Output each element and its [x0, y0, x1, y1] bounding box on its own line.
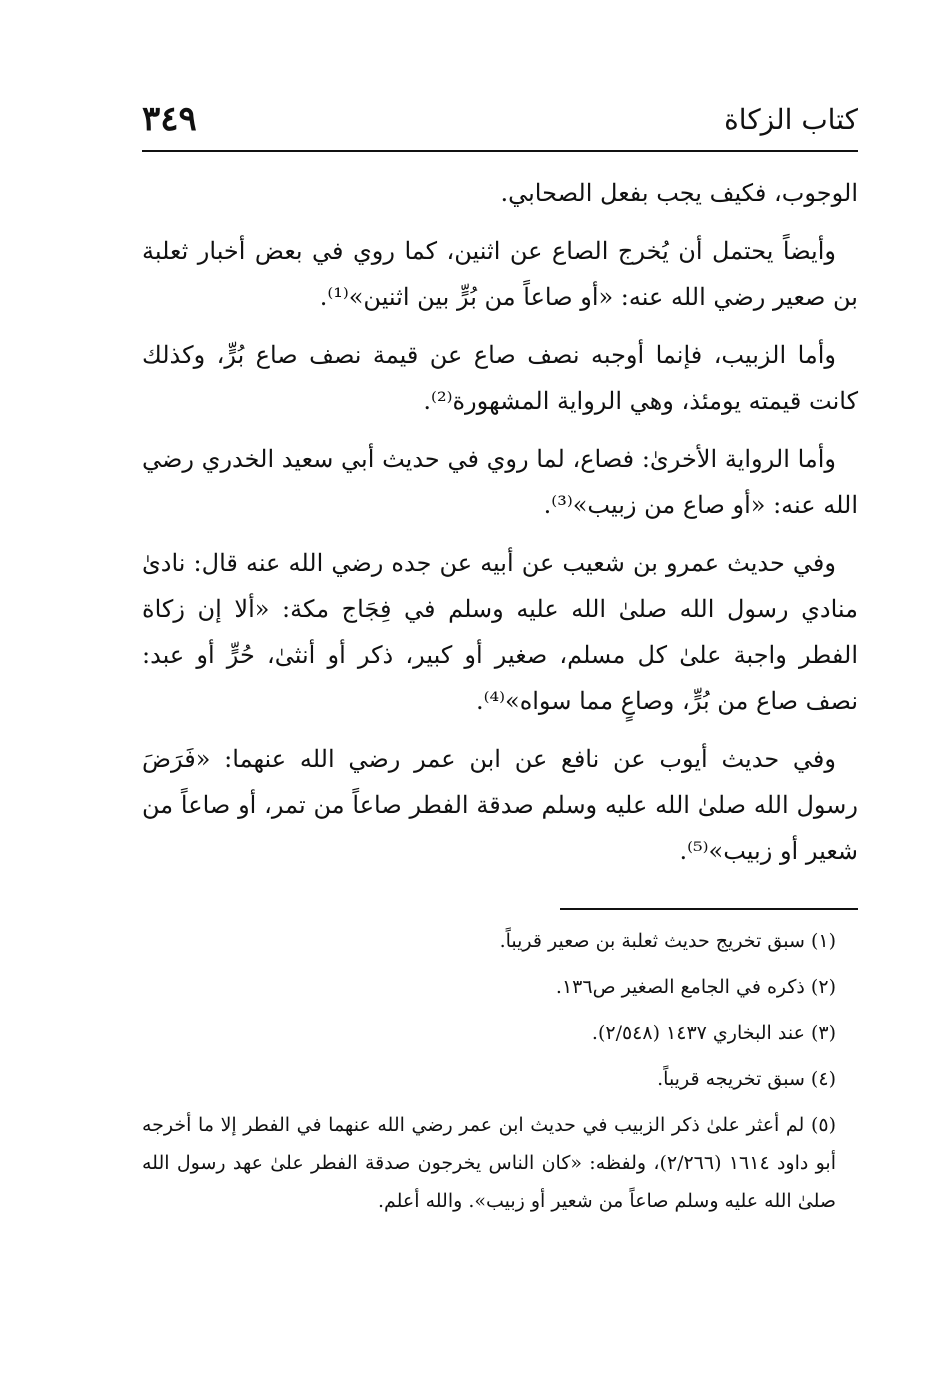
running-title: كتاب الزكاة — [724, 103, 858, 136]
page-header — [142, 96, 858, 146]
main-text — [142, 170, 858, 886]
paragraph: وأما الرواية الأخرىٰ: فصاع، لما روي في حديث أبي سعيد الخدري رضي الله عنه: «أو صاع من زبيب»⁽³⁾. — [142, 445, 858, 519]
header-rule — [142, 150, 858, 152]
paragraph: وأما الزبيب، فإنما أوجبه نصف صاع عن قيمة نصف صاع بُرٍّ، وكذلك كانت قيمته يومئذ، وهي الرواية المشهورة⁽²⁾. — [142, 341, 858, 415]
footnote: (٢) ذكره في الجامع الصغير ص١٣٦. — [555, 976, 836, 998]
paragraph: وفي حديث عمرو بن شعيب عن أبيه عن جده رضي الله عنه قال: نادىٰ منادي رسول الله صلىٰ الله عليه وسلم في فِجَاج مكة: «ألا إن زكاة الفطر واجبة علىٰ كل مسلم، صغير أو كبير، ذكر أو أنثىٰ، حُرٍّ أو عبد: نصف صاع من بُرٍّ، وصاعٍ مما سواه»⁽⁴⁾. — [142, 549, 858, 715]
footnote: (١) سبق تخريج حديث ثعلبة بن صعير قريباً. — [499, 930, 836, 952]
paragraph: الوجوب، فكيف يجب بفعل الصحابي. — [500, 179, 858, 207]
footnotes — [142, 922, 858, 1228]
footnote: (٣) عند البخاري ١٤٣٧ (٢/٥٤٨). — [591, 1022, 836, 1044]
footnote: (٤) سبق تخريجه قريباً. — [657, 1068, 836, 1090]
paragraph: وفي حديث أيوب عن نافع عن ابن عمر رضي الله عنهما: «فَرَضَ رسول الله صلىٰ الله عليه وسلم صدقة الفطر صاعاً من تمر، أو صاعاً من شعير أو زبيب»⁽⁵⁾. — [142, 745, 858, 865]
paragraph: وأيضاً يحتمل أن يُخرج الصاع عن اثنين، كما روي في بعض أخبار ثعلبة بن صعير رضي الله عنه: «أو صاعاً من بُرٍّ بين اثنين»⁽¹⁾. — [142, 237, 858, 311]
footnote: (٥) لم أعثر علىٰ ذكر الزبيب في حديث ابن عمر رضي الله عنهما في الفطر إلا ما أخرجه أبو داود ١٦١٤ (٢/٢٦٦)، ولفظه: «كان الناس يخرجون صدقة الفطر علىٰ عهد رسول الله صلىٰ الله عليه وسلم صاعاً من شعير أو زبيب». والله أعلم. — [142, 1114, 836, 1212]
footnote-rule — [560, 908, 858, 910]
page-number: ٣٤٩ — [142, 99, 197, 139]
